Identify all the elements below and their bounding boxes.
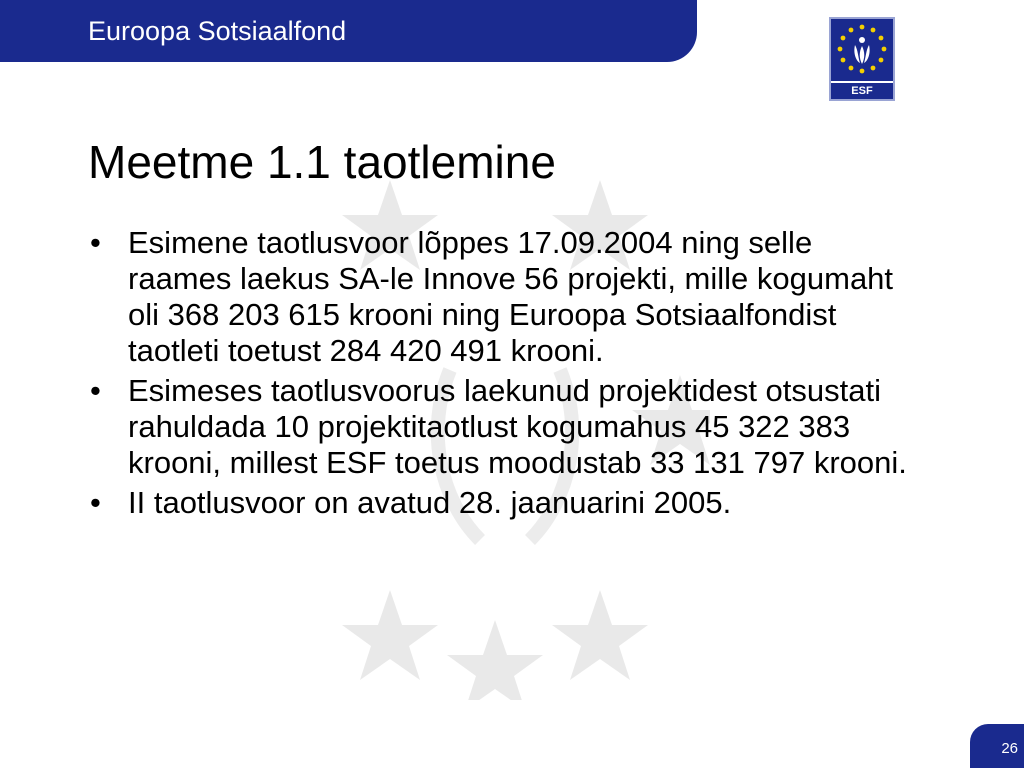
- list-item: [88, 485, 918, 521]
- list-item: [88, 225, 918, 369]
- header-title: Euroopa Sotsiaalfond: [88, 16, 347, 46]
- bullet-text: II taotlusvoor on avatud 28. jaanuarini 2005.: [128, 485, 732, 520]
- bullet-marker: •: [90, 485, 101, 520]
- bullet-marker: •: [90, 373, 101, 408]
- bullet-list: [88, 225, 918, 525]
- slide-title: Meetme 1.1 taotlemine: [88, 136, 556, 188]
- page-number: 26: [1001, 740, 1018, 757]
- logo-label: ESF: [831, 81, 893, 99]
- esf-logo: [829, 17, 895, 101]
- list-item: [88, 373, 918, 481]
- page-number-tab: [970, 724, 1024, 768]
- bullet-text: Esimeses taotlusvoorus laekunud projektidest otsustati rahuldada 10 projektitaotlust kogumahus 45 322 383 krooni, millest ESF toetus moodustab 33 131 797 krooni.: [128, 373, 907, 480]
- bullet-marker: •: [90, 225, 101, 260]
- eu-stars-icon: [831, 19, 893, 81]
- bullet-text: Esimene taotlusvoor lõppes 17.09.2004 ning selle raames laekus SA-le Innove 56 projekti, mille kogumaht oli 368 203 615 krooni ning Euroopa Sotsiaalfondist taotleti toetust 284 420 491 krooni.: [128, 225, 894, 368]
